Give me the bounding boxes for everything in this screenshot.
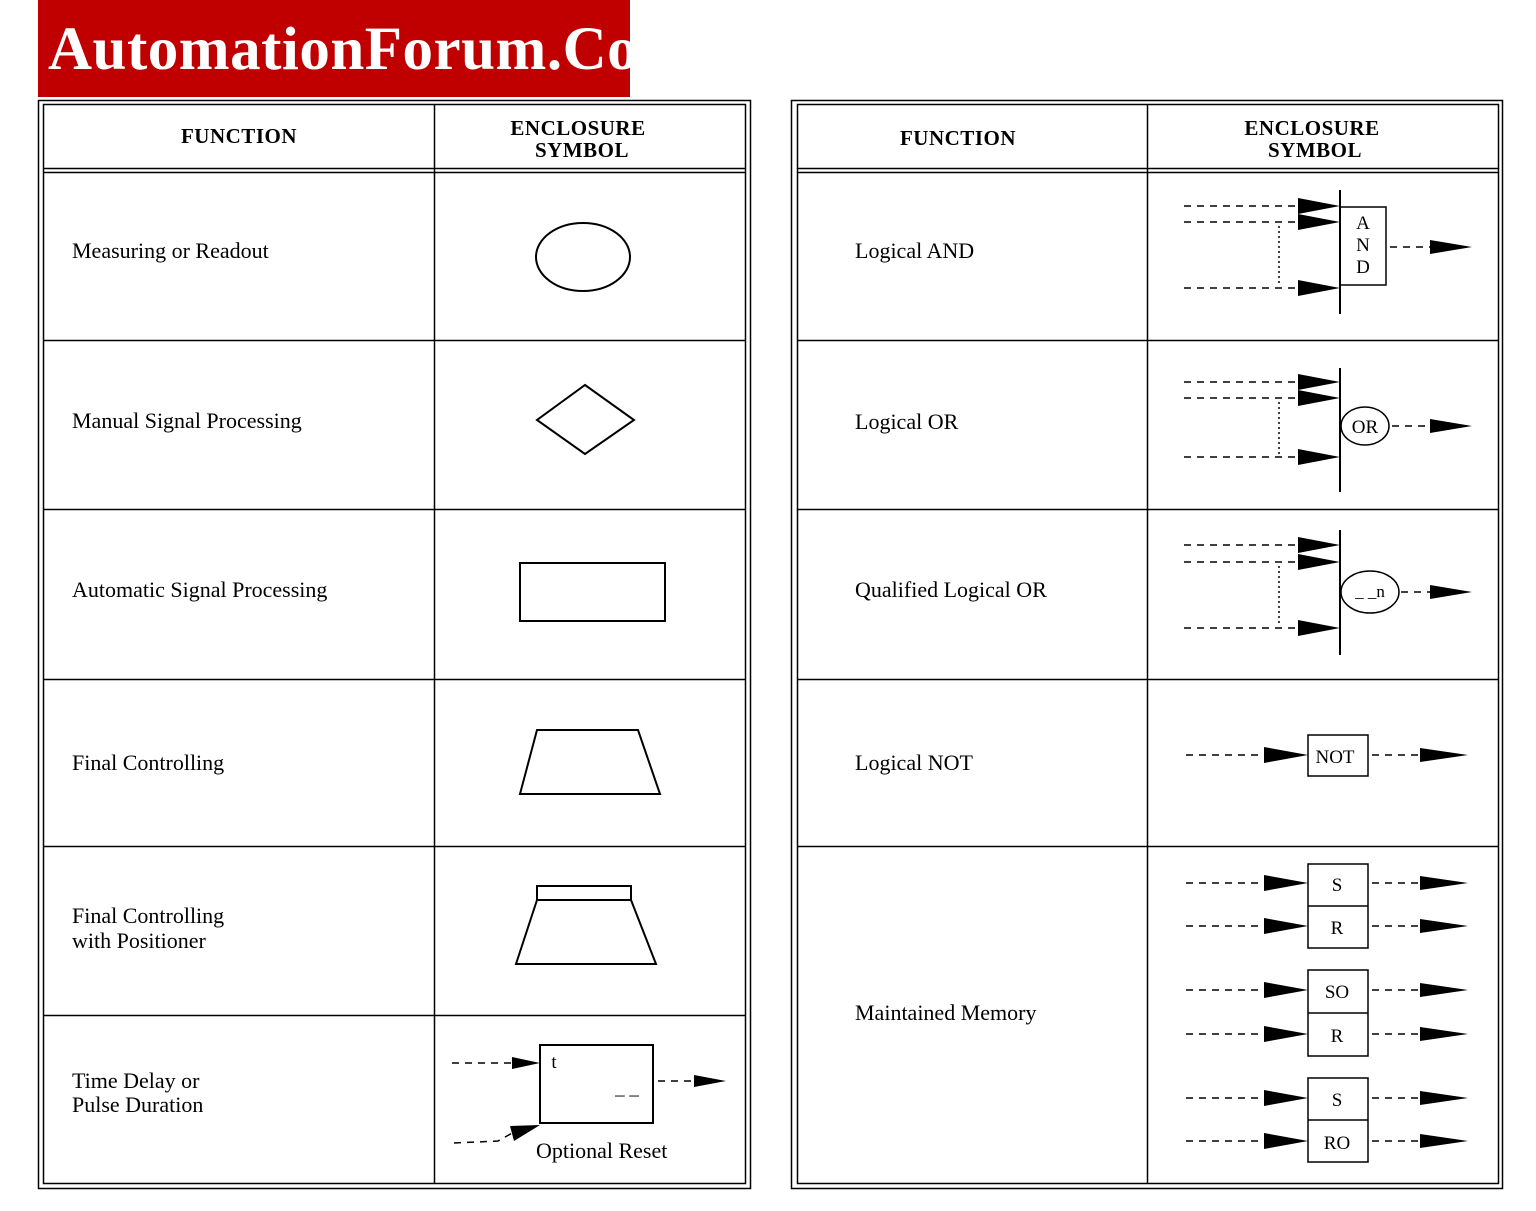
- and-letter-d: D: [1356, 257, 1370, 278]
- and-letter-n: N: [1356, 235, 1370, 256]
- left-row-5-label-line2: with Positioner: [72, 928, 206, 953]
- or-gate-label: OR: [1351, 417, 1379, 438]
- time-delay-dash-label: _ _: [615, 1078, 639, 1099]
- time-delay-symbol: [452, 1045, 692, 1143]
- left-row-4-label: Final Controlling: [72, 750, 225, 775]
- time-delay-t-label: t: [551, 1052, 557, 1073]
- memory-block2-top: SO: [1324, 982, 1350, 1003]
- right-row-3-label: Qualified Logical OR: [855, 577, 1047, 602]
- right-row-5-label: Maintained Memory: [855, 1000, 1037, 1025]
- site-banner: AutomationForum.Co: [38, 0, 630, 97]
- memory-block3-top: S: [1331, 1090, 1343, 1111]
- right-header-function: FUNCTION: [899, 126, 1016, 150]
- left-row-6-label-line1: Time Delay or: [72, 1068, 200, 1093]
- left-row-6-label-line2: Pulse Duration: [72, 1092, 204, 1117]
- or-gate-symbol: [1184, 368, 1472, 492]
- and-gate-symbol: [1184, 190, 1472, 314]
- qualified-or-label: _ _n: [1355, 582, 1385, 601]
- left-header-function: FUNCTION: [180, 124, 297, 148]
- left-header-symbol-line2: SYMBOL: [534, 138, 629, 162]
- diamond-symbol: [537, 385, 634, 454]
- memory-blocks-symbol: [1186, 864, 1468, 1162]
- trapezoid-with-bar-symbol: [516, 886, 656, 964]
- left-row-5-label-line1: Final Controlling: [72, 903, 225, 928]
- and-letter-a: A: [1356, 213, 1370, 234]
- qualified-or-gate-symbol: [1184, 530, 1472, 655]
- trapezoid-symbol: [520, 730, 660, 794]
- right-row-1-label: Logical AND: [855, 238, 975, 263]
- memory-block2-bottom: R: [1330, 1026, 1344, 1047]
- right-header-symbol-line2: SYMBOL: [1267, 138, 1362, 162]
- right-header-symbol-line1: ENCLOSURE: [1244, 116, 1380, 140]
- not-gate-label: NOT: [1315, 747, 1355, 768]
- ellipse-symbol: [536, 223, 630, 291]
- memory-block1-bottom: R: [1330, 918, 1344, 939]
- left-row-3-label: Automatic Signal Processing: [72, 577, 328, 602]
- left-header-symbol-line1: ENCLOSURE: [510, 116, 646, 140]
- right-row-2-label: Logical OR: [855, 409, 959, 434]
- memory-block3-bottom: RO: [1323, 1133, 1351, 1154]
- left-row-2-label: Manual Signal Processing: [72, 408, 302, 433]
- rectangle-symbol: [520, 563, 665, 621]
- optional-reset-label: Optional Reset: [536, 1138, 668, 1163]
- left-row-1-label: Measuring or Readout: [72, 238, 269, 263]
- right-row-4-label: Logical NOT: [855, 750, 973, 775]
- memory-block1-top: S: [1331, 875, 1343, 896]
